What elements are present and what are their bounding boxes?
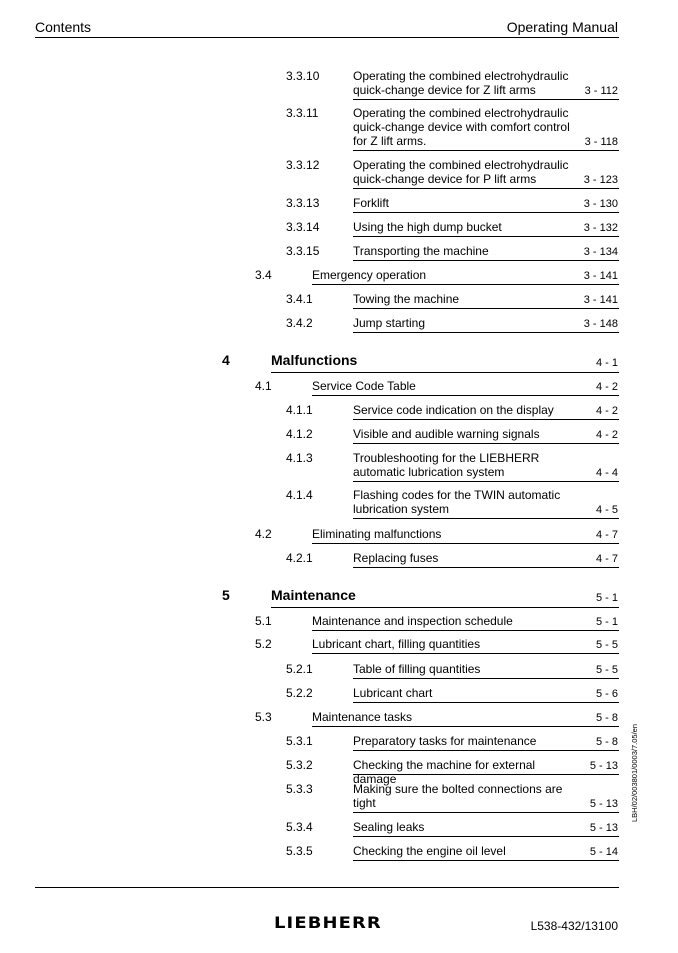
toc-entry-rule	[312, 543, 619, 544]
toc-entry-page: 5 - 14	[589, 846, 618, 858]
toc-entry-title: Eliminating malfunctions	[312, 527, 442, 541]
document-code-text: LBH/02/003801/0003/7.05/en	[630, 723, 639, 822]
toc-entry-page: 3 - 123	[583, 174, 618, 186]
toc-entry-number: 4.1.4	[286, 488, 313, 502]
toc-entry-page: 5 - 5	[595, 639, 618, 651]
toc-entry-title: Operating the combined electrohydraulic quick-change device for Z lift arms	[353, 69, 569, 97]
toc-entry-rule	[312, 284, 619, 285]
toc-entry-number: 5.2.2	[286, 686, 313, 700]
toc-entry-rule	[353, 419, 619, 420]
toc-entry-title: Replacing fuses	[353, 551, 439, 565]
toc-entry-rule	[353, 567, 619, 568]
toc-entry-rule	[353, 332, 619, 333]
toc-entry-rule	[353, 836, 619, 837]
toc-entry-page: 4 - 7	[595, 553, 618, 565]
toc-entry-rule	[271, 607, 619, 608]
toc-entry-title: Towing the machine	[353, 292, 460, 306]
toc-entry-number: 5.3	[255, 710, 272, 724]
toc-entry-page: 3 - 141	[583, 270, 618, 282]
toc-entry-number: 4.1	[255, 379, 272, 393]
toc-entry-title: Preparatory tasks for maintenance	[353, 734, 537, 748]
toc-entry-rule	[312, 395, 619, 396]
toc-entry[interactable]	[0, 686, 678, 706]
toc-entry-page: 5 - 13	[589, 798, 618, 810]
toc-entry-rule	[353, 308, 619, 309]
toc-entry-title: Visible and audible warning signals	[353, 427, 540, 441]
toc-entry[interactable]	[0, 662, 678, 682]
toc-entry-page: 3 - 118	[584, 136, 618, 148]
toc-entry-title: Service Code Table	[312, 379, 416, 393]
liebherr-logo: LIEBHERR	[274, 913, 382, 932]
toc-entry-rule	[312, 630, 619, 631]
toc-entry-page: 5 - 6	[595, 688, 618, 700]
toc-entry-title: Table of filling quantities	[353, 662, 481, 676]
toc-entry[interactable]	[0, 820, 678, 840]
toc-entry-title: Jump starting	[353, 316, 426, 330]
header-manual-title: Operating Manual	[506, 19, 618, 35]
toc-entry-title: Maintenance tasks	[312, 710, 413, 724]
toc-entry-rule	[353, 702, 619, 703]
toc-entry-rule	[353, 443, 619, 444]
toc-entry[interactable]	[0, 710, 678, 730]
toc-entry-title: Operating the combined electrohydraulic quick-change device for P lift arms	[353, 158, 569, 186]
header-section-title: Contents	[35, 19, 92, 35]
toc-entry[interactable]	[0, 614, 678, 634]
toc-entry-number: 5.3.1	[286, 734, 313, 748]
toc-entry-number: 3.3.12	[286, 158, 320, 172]
toc-entry-title: Emergency operation	[312, 268, 427, 282]
toc-entry[interactable]	[0, 244, 678, 264]
toc-entry-page: 5 - 13	[589, 760, 618, 772]
toc-entry[interactable]	[0, 758, 678, 786]
toc-entry[interactable]	[0, 379, 678, 399]
toc-entry-page: 4 - 4	[595, 467, 618, 479]
toc-entry-rule	[353, 860, 619, 861]
toc-entry-page: 5 - 13	[589, 822, 618, 834]
toc-entry-title: Maintenance	[271, 587, 356, 603]
toc-entry-rule	[353, 150, 619, 151]
toc-entry[interactable]	[0, 268, 678, 288]
toc-entry-number: 4.2.1	[286, 551, 313, 565]
toc-entry-rule	[353, 481, 619, 482]
toc-entry[interactable]	[0, 782, 678, 816]
toc-entry-number: 4.1.1	[286, 403, 313, 417]
toc-entry-page: 4 - 2	[595, 429, 618, 441]
toc-entry-rule	[353, 750, 619, 751]
toc-entry-page: 3 - 112	[584, 85, 618, 97]
toc-entry-rule	[353, 774, 619, 775]
toc-entry-title: Flashing codes for the TWIN automatic lubrication system	[353, 488, 561, 516]
toc-entry-number: 3.3.10	[286, 69, 320, 83]
toc-entry-title: Forklift	[353, 196, 389, 210]
toc-entry-page: 5 - 1	[595, 616, 618, 628]
toc-entry-number: 4.1.2	[286, 427, 313, 441]
toc-entry[interactable]	[0, 106, 678, 154]
toc-entry-title: Lubricant chart	[353, 686, 433, 700]
document-number: L538-432/13100	[530, 919, 618, 933]
toc-entry-title: Service code indication on the display	[353, 403, 554, 417]
toc-entry[interactable]	[0, 427, 678, 447]
toc-entry-number: 3.3.14	[286, 220, 320, 234]
toc-entry-title: Checking the machine for external damage	[353, 758, 536, 786]
toc-entry-title: Sealing leaks	[353, 820, 425, 834]
toc-entry-page: 5 - 8	[595, 736, 618, 748]
toc-entry-title: Checking the engine oil level	[353, 844, 506, 858]
toc-entry[interactable]	[0, 451, 678, 485]
toc-entry-rule	[353, 99, 619, 100]
toc-entry[interactable]	[0, 69, 678, 103]
toc-entry-number: 3.4.1	[286, 292, 313, 306]
toc-entry-number: 5.2	[255, 637, 272, 651]
toc-entry-number: 5.3.4	[286, 820, 313, 834]
toc-entry-page: 4 - 1	[595, 357, 618, 369]
toc-entry-rule	[353, 236, 619, 237]
toc-entry-page: 5 - 5	[595, 664, 618, 676]
toc-entry[interactable]	[0, 292, 678, 312]
toc-entry-number: 4.1.3	[286, 451, 313, 465]
toc-entry-number: 5.3.2	[286, 758, 313, 772]
toc-entry-title: Maintenance and inspection schedule	[312, 614, 513, 628]
toc-entry-rule	[271, 372, 619, 373]
toc-entry-page: 4 - 7	[595, 529, 618, 541]
toc-entry[interactable]	[0, 637, 678, 657]
toc-entry-number: 4	[222, 352, 230, 368]
toc-entry-page: 5 - 1	[595, 592, 618, 604]
toc-entry-number: 4.2	[255, 527, 272, 541]
toc-entry-rule	[353, 518, 619, 519]
toc-entry-title: Troubleshooting for the LIEBHERR automatic lubrication system	[353, 451, 540, 479]
toc-entry[interactable]	[0, 220, 678, 240]
toc-entry-number: 3.3.13	[286, 196, 320, 210]
toc-entry-number: 5.3.3	[286, 782, 313, 796]
toc-entry-rule	[353, 212, 619, 213]
toc-entry-number: 5.3.5	[286, 844, 313, 858]
toc-entry-number: 3.4	[255, 268, 272, 282]
toc-entry[interactable]	[0, 527, 678, 547]
toc-entry-number: 5.2.1	[286, 662, 313, 676]
toc-entry-title: Lubricant chart, filling quantities	[312, 637, 481, 651]
toc-entry-rule	[353, 812, 619, 813]
toc-entry-page: 4 - 2	[595, 381, 618, 393]
toc-entry[interactable]	[0, 488, 678, 522]
toc-entry[interactable]	[0, 551, 678, 571]
toc-entry-page: 5 - 8	[595, 712, 618, 724]
toc-entry[interactable]	[0, 316, 678, 336]
toc-entry-rule	[353, 188, 619, 189]
toc-entry-page: 4 - 2	[595, 405, 618, 417]
toc-entry-number: 3.4.2	[286, 316, 313, 330]
toc-chapter[interactable]	[0, 353, 678, 373]
toc-entry-rule	[353, 260, 619, 261]
toc-entry-page: 3 - 130	[583, 198, 618, 210]
toc-entry[interactable]	[0, 403, 678, 423]
toc-entry-number: 3.3.11	[286, 106, 319, 120]
toc-entry-page: 4 - 5	[595, 504, 618, 516]
toc-entry-rule	[353, 678, 619, 679]
toc-entry-page: 3 - 134	[583, 246, 618, 258]
document-code-vertical	[630, 723, 640, 912]
toc-entry-page: 3 - 132	[583, 222, 618, 234]
toc-entry[interactable]	[0, 196, 678, 216]
toc-entry-rule	[312, 726, 619, 727]
toc-chapter[interactable]	[0, 588, 678, 608]
toc-entry-title: Malfunctions	[271, 352, 358, 368]
toc-entry-title: Transporting the machine	[353, 244, 489, 258]
toc-entry-page: 3 - 141	[583, 294, 618, 306]
toc-entry-title: Making sure the bolted connections are tight	[353, 782, 563, 810]
toc-entry-title: Using the high dump bucket	[353, 220, 502, 234]
toc-entry-number: 5	[222, 587, 230, 603]
footer-rule	[35, 887, 619, 888]
toc-entry-rule	[312, 653, 619, 654]
toc-entry-page: 3 - 148	[583, 318, 618, 330]
toc-entry[interactable]	[0, 158, 678, 192]
toc-entry[interactable]	[0, 844, 678, 864]
toc-entry-title: Operating the combined electrohydraulic quick-change device with comfort control for Z lift arms.	[353, 106, 570, 148]
toc-entry-number: 5.1	[255, 614, 272, 628]
toc-entry-number: 3.3.15	[286, 244, 320, 258]
toc-entry[interactable]	[0, 734, 678, 754]
